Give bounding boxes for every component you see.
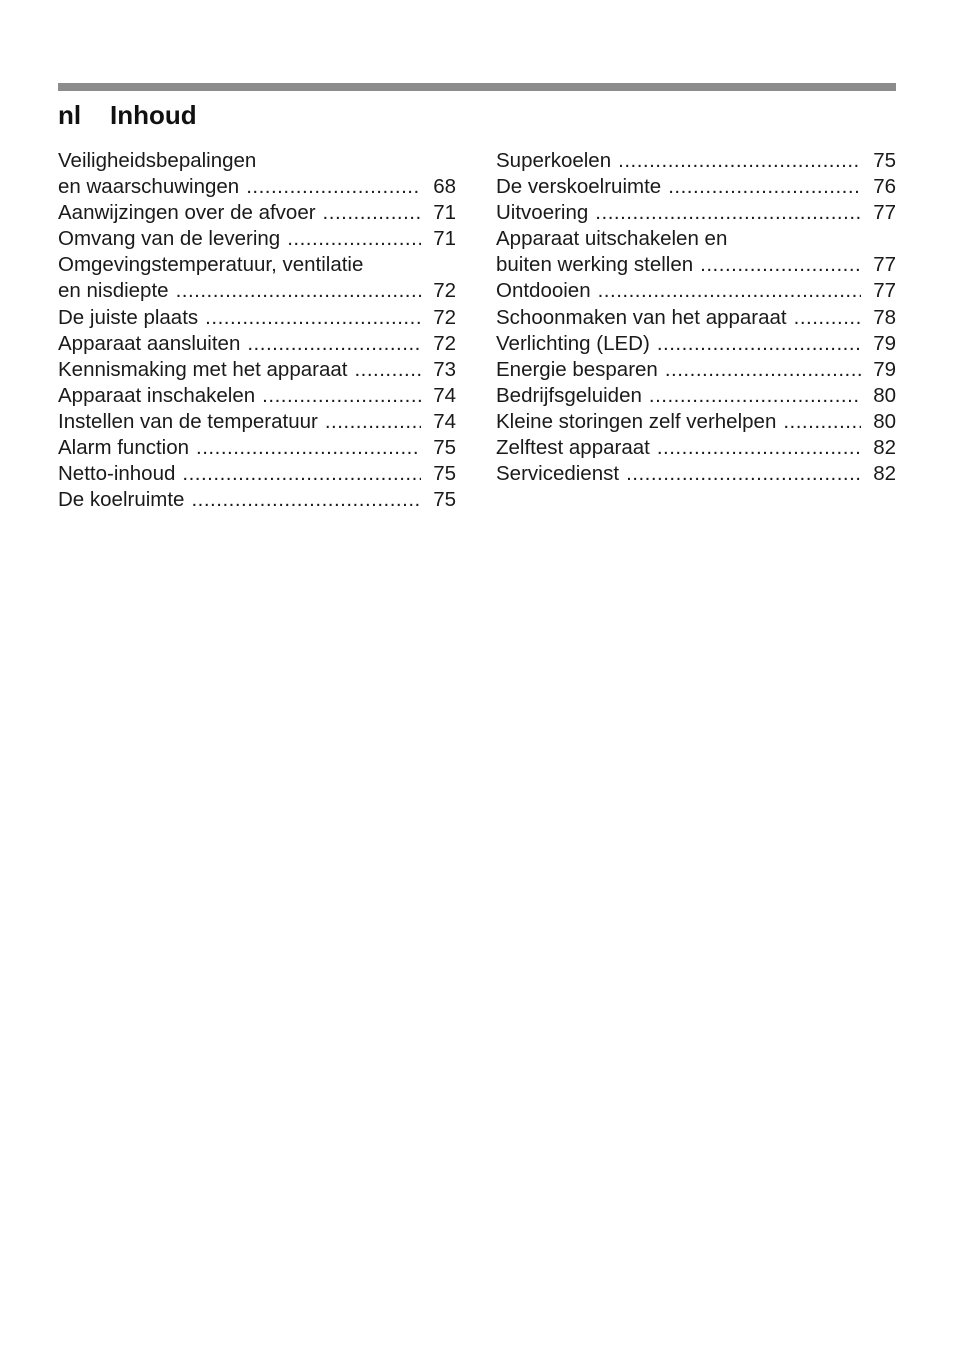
dot-leader (262, 383, 421, 409)
toc-entry-title: De juiste plaats (58, 305, 199, 329)
toc-line (496, 357, 896, 383)
toc-line (58, 278, 456, 304)
toc-entry-title: Omgevingstemperatuur, ventilatie (58, 253, 364, 277)
toc-entry[interactable] (58, 331, 456, 357)
toc-entry[interactable] (496, 200, 896, 226)
toc-page-number: 75 (433, 488, 456, 512)
toc-line (496, 435, 896, 461)
toc-entry-title: Ontdooien (496, 279, 591, 303)
toc-entry-title: Bedrijfsgeluiden (496, 383, 642, 407)
toc-entry-title: Kleine storingen zelf verhelpen (496, 409, 777, 433)
toc-column-right (496, 148, 896, 487)
toc-entry-title: Servicedienst (496, 462, 620, 486)
dot-leader (657, 435, 861, 461)
dot-leader (657, 331, 861, 357)
toc-page-number: 72 (433, 279, 456, 303)
toc-line (496, 278, 896, 304)
toc-line (496, 226, 896, 252)
toc-line (58, 252, 456, 278)
toc-page-number: 74 (433, 383, 456, 407)
dot-leader (176, 278, 421, 304)
toc-entry-title: Uitvoering (496, 201, 589, 225)
toc-page-number: 76 (873, 175, 896, 199)
page-heading (58, 100, 197, 132)
dot-leader (649, 383, 861, 409)
toc-line (58, 226, 456, 252)
dot-leader (287, 226, 421, 252)
toc-page-number: 77 (873, 201, 896, 225)
toc-line (58, 435, 456, 461)
toc-entry[interactable] (496, 305, 896, 331)
toc-entry-title: Energie besparen (496, 357, 658, 381)
dot-leader (323, 200, 421, 226)
dot-leader (191, 487, 421, 513)
toc-entry[interactable] (58, 305, 456, 331)
dot-leader (247, 331, 421, 357)
toc-entry[interactable] (496, 435, 896, 461)
toc-entry-title: Kennismaking met het apparaat (58, 357, 348, 381)
toc-page-number: 75 (433, 462, 456, 486)
toc-entry-title: buiten werking stellen (496, 253, 694, 277)
toc-page-number: 74 (433, 409, 456, 433)
toc-entry[interactable] (58, 148, 456, 200)
dot-leader (205, 305, 421, 331)
toc-entry-title: Instellen van de temperatuur (58, 409, 318, 433)
dot-leader (783, 409, 861, 435)
language-code: nl (58, 100, 82, 130)
toc-line (58, 331, 456, 357)
toc-page-number: 72 (433, 305, 456, 329)
toc-line (496, 174, 896, 200)
toc-line (496, 331, 896, 357)
dot-leader (182, 461, 421, 487)
toc-entry-title: Verlichting (LED) (496, 331, 650, 355)
toc-line (496, 305, 896, 331)
page-title: Inhoud (110, 100, 197, 130)
toc-line (58, 174, 456, 200)
toc-line (496, 252, 896, 278)
toc-line (496, 461, 896, 487)
toc-page-number: 71 (433, 201, 456, 225)
toc-line (58, 461, 456, 487)
toc-entry[interactable] (58, 409, 456, 435)
toc-line (496, 383, 896, 409)
toc-page-number: 73 (433, 357, 456, 381)
toc-line (58, 148, 456, 174)
toc-entry[interactable] (496, 461, 896, 487)
toc-entry-title: Veiligheidsbepalingen (58, 149, 257, 172)
toc-line (496, 148, 896, 174)
toc-line (58, 383, 456, 409)
dot-leader (196, 435, 421, 461)
toc-entry-title: Apparaat aansluiten (58, 331, 241, 355)
dot-leader (665, 357, 861, 383)
toc-entry-title: Superkoelen (496, 149, 612, 172)
toc-page-number: 79 (873, 331, 896, 355)
dot-leader (246, 174, 421, 200)
toc-line (496, 200, 896, 226)
toc-entry[interactable] (496, 357, 896, 383)
toc-page-number: 75 (433, 436, 456, 460)
dot-leader (595, 200, 861, 226)
toc-entry-title: De koelruimte (58, 488, 185, 512)
toc-entry[interactable] (496, 331, 896, 357)
toc-page-number: 80 (873, 409, 896, 433)
toc-entry[interactable] (58, 487, 456, 513)
toc-line (496, 409, 896, 435)
dot-leader (668, 174, 861, 200)
toc-page-number: 75 (873, 149, 896, 172)
toc-page-number: 72 (433, 331, 456, 355)
dot-leader (700, 252, 861, 278)
toc-entry-title: Netto-inhoud (58, 462, 176, 486)
toc-page-number: 68 (433, 175, 456, 199)
toc-entry[interactable] (58, 252, 456, 304)
toc-entry-title: en nisdiepte (58, 279, 169, 303)
toc-line (58, 409, 456, 435)
toc-entry[interactable] (58, 383, 456, 409)
toc-line (58, 305, 456, 331)
toc-entry[interactable] (58, 461, 456, 487)
toc-page-number: 71 (433, 227, 456, 251)
toc-page-number: 82 (873, 462, 896, 486)
header-rule (58, 83, 896, 91)
toc-entry[interactable] (496, 226, 896, 278)
dot-leader (354, 357, 421, 383)
toc-page-number: 78 (873, 305, 896, 329)
toc-entry[interactable] (58, 226, 456, 252)
toc-entry-title: Aanwijzingen over de afvoer (58, 201, 316, 225)
toc-entry[interactable] (496, 278, 896, 304)
toc-line (58, 487, 456, 513)
toc-line (58, 200, 456, 226)
toc-entry[interactable] (496, 174, 896, 200)
toc-page-number: 77 (873, 279, 896, 303)
toc-entry[interactable] (496, 148, 896, 174)
toc-entry-title: Alarm function (58, 436, 190, 460)
toc-entry-title: Apparaat inschakelen (58, 383, 256, 407)
toc-column-left (58, 148, 456, 513)
toc-page-number: 80 (873, 383, 896, 407)
toc-entry[interactable] (58, 435, 456, 461)
toc-entry-title: Zelftest apparaat (496, 436, 650, 460)
toc-entry-title: Apparaat uitschakelen en (496, 227, 728, 251)
dot-leader (325, 409, 421, 435)
dot-leader (626, 461, 861, 487)
dot-leader (598, 278, 861, 304)
toc-page-number: 79 (873, 357, 896, 381)
toc-entry-title: Schoonmaken van het apparaat (496, 305, 787, 329)
toc-entry-title: Omvang van de levering (58, 227, 281, 251)
toc-entry[interactable] (58, 357, 456, 383)
dot-leader (794, 305, 861, 331)
toc-page-number: 77 (873, 253, 896, 277)
toc-entry[interactable] (58, 200, 456, 226)
toc-entry[interactable] (496, 409, 896, 435)
toc-page-number: 82 (873, 436, 896, 460)
toc-entry-title: en waarschuwingen (58, 175, 240, 199)
toc-entry[interactable] (496, 383, 896, 409)
toc-entry-title: De verskoelruimte (496, 175, 662, 199)
toc-line (58, 357, 456, 383)
dot-leader (618, 148, 861, 174)
